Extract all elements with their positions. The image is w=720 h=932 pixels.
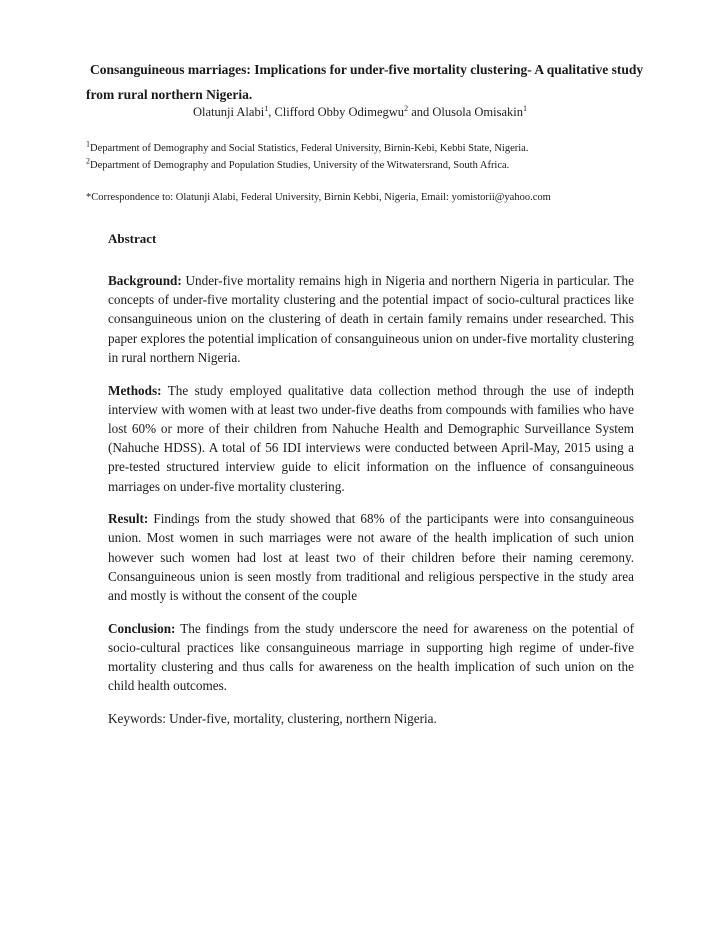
abstract-body <box>108 271 634 742</box>
abstract-section-conclusion <box>108 619 634 696</box>
section-label: Result: <box>108 511 149 527</box>
affiliation-number: 1 <box>86 139 90 149</box>
correspondence-note: *Correspondence to: Olatunji Alabi, Federal University, Birnin Kebbi, Nigeria, Email: yomistorii@yahoo.com <box>86 192 551 203</box>
keywords: Keywords: Under-five, mortality, clustering, northern Nigeria. <box>108 711 437 727</box>
abstract-section-methods <box>108 381 634 496</box>
section-text: Under-five mortality remains high in Nigeria and northern Nigeria in particular. The concepts of under-five mortality clustering and the potential impact of socio-cultural practices like consanguineous union on the clustering of death in certain family remains under researched. This paper explores the potential implication of consanguineous union on under-five mortality clustering in rural northern Nigeria. <box>108 273 634 365</box>
abstract-heading: Abstract <box>108 231 157 246</box>
author-name: Olusola Omisakin <box>432 105 523 119</box>
section-text: The findings from the study underscore the need for awareness on the potential of socio-cultural practices like consanguineous marriage in supporting high regime of under-five mortality clustering and thus calls for awareness on the health implication of such union on the child health outcomes. <box>108 620 634 694</box>
section-text: The study employed qualitative data collection method through the use of indepth interview with women with at least two under-five deaths from compounds with families who have lost 60% or more of their children from Nahuche Health and Demographic Surveillance System (Nahuche HDSS). A total of 56 IDI interviews were conducted between April-May, 2015 using a pre-tested structured interview guide to elicit information on the influence of consanguineous marriages on under-five mortality clustering. <box>108 382 635 494</box>
affiliation <box>86 140 646 157</box>
affiliation-number: 2 <box>86 156 90 166</box>
author-separator: and <box>408 105 433 119</box>
abstract-section-background <box>108 271 634 367</box>
author-name: Clifford Obby Odimegwu <box>274 105 405 119</box>
section-label: Background: <box>108 273 182 288</box>
author-affiliation-marker: 1 <box>523 103 527 113</box>
affiliation-text: Department of Demography and Population Studies, University of the Witwatersrand, South Africa. <box>90 160 510 171</box>
affiliation <box>86 157 646 174</box>
section-text: Findings from the study showed that 68% of the participants were into consanguineous union. Most women in such marriages were not aware of the health implication of such union however such women had lost at least two of their children before their naming ceremony. Consanguineous union is seen mostly from traditional and religious perspective in the study area and mostly is without the consent of the couple <box>108 511 634 604</box>
paper-title: Consanguineous marriages: Implications for under-five mortality clustering- A qualitative study from rural northern Nigeria. <box>86 62 644 102</box>
affiliation-list <box>86 140 646 174</box>
abstract-section-result <box>108 509 634 605</box>
author-list <box>0 103 720 121</box>
author-affiliation-marker: 2 <box>404 103 409 113</box>
section-label: Conclusion: <box>108 620 176 636</box>
author-name: Olatunji Alabi <box>193 105 265 119</box>
affiliation-text: Department of Demography and Social Statistics, Federal University, Birnin-Kebi, Kebbi State, Nigeria. <box>90 143 529 154</box>
section-label: Methods: <box>108 382 162 398</box>
author-affiliation-marker: 1 <box>264 103 269 113</box>
author-separator: , <box>268 105 275 119</box>
